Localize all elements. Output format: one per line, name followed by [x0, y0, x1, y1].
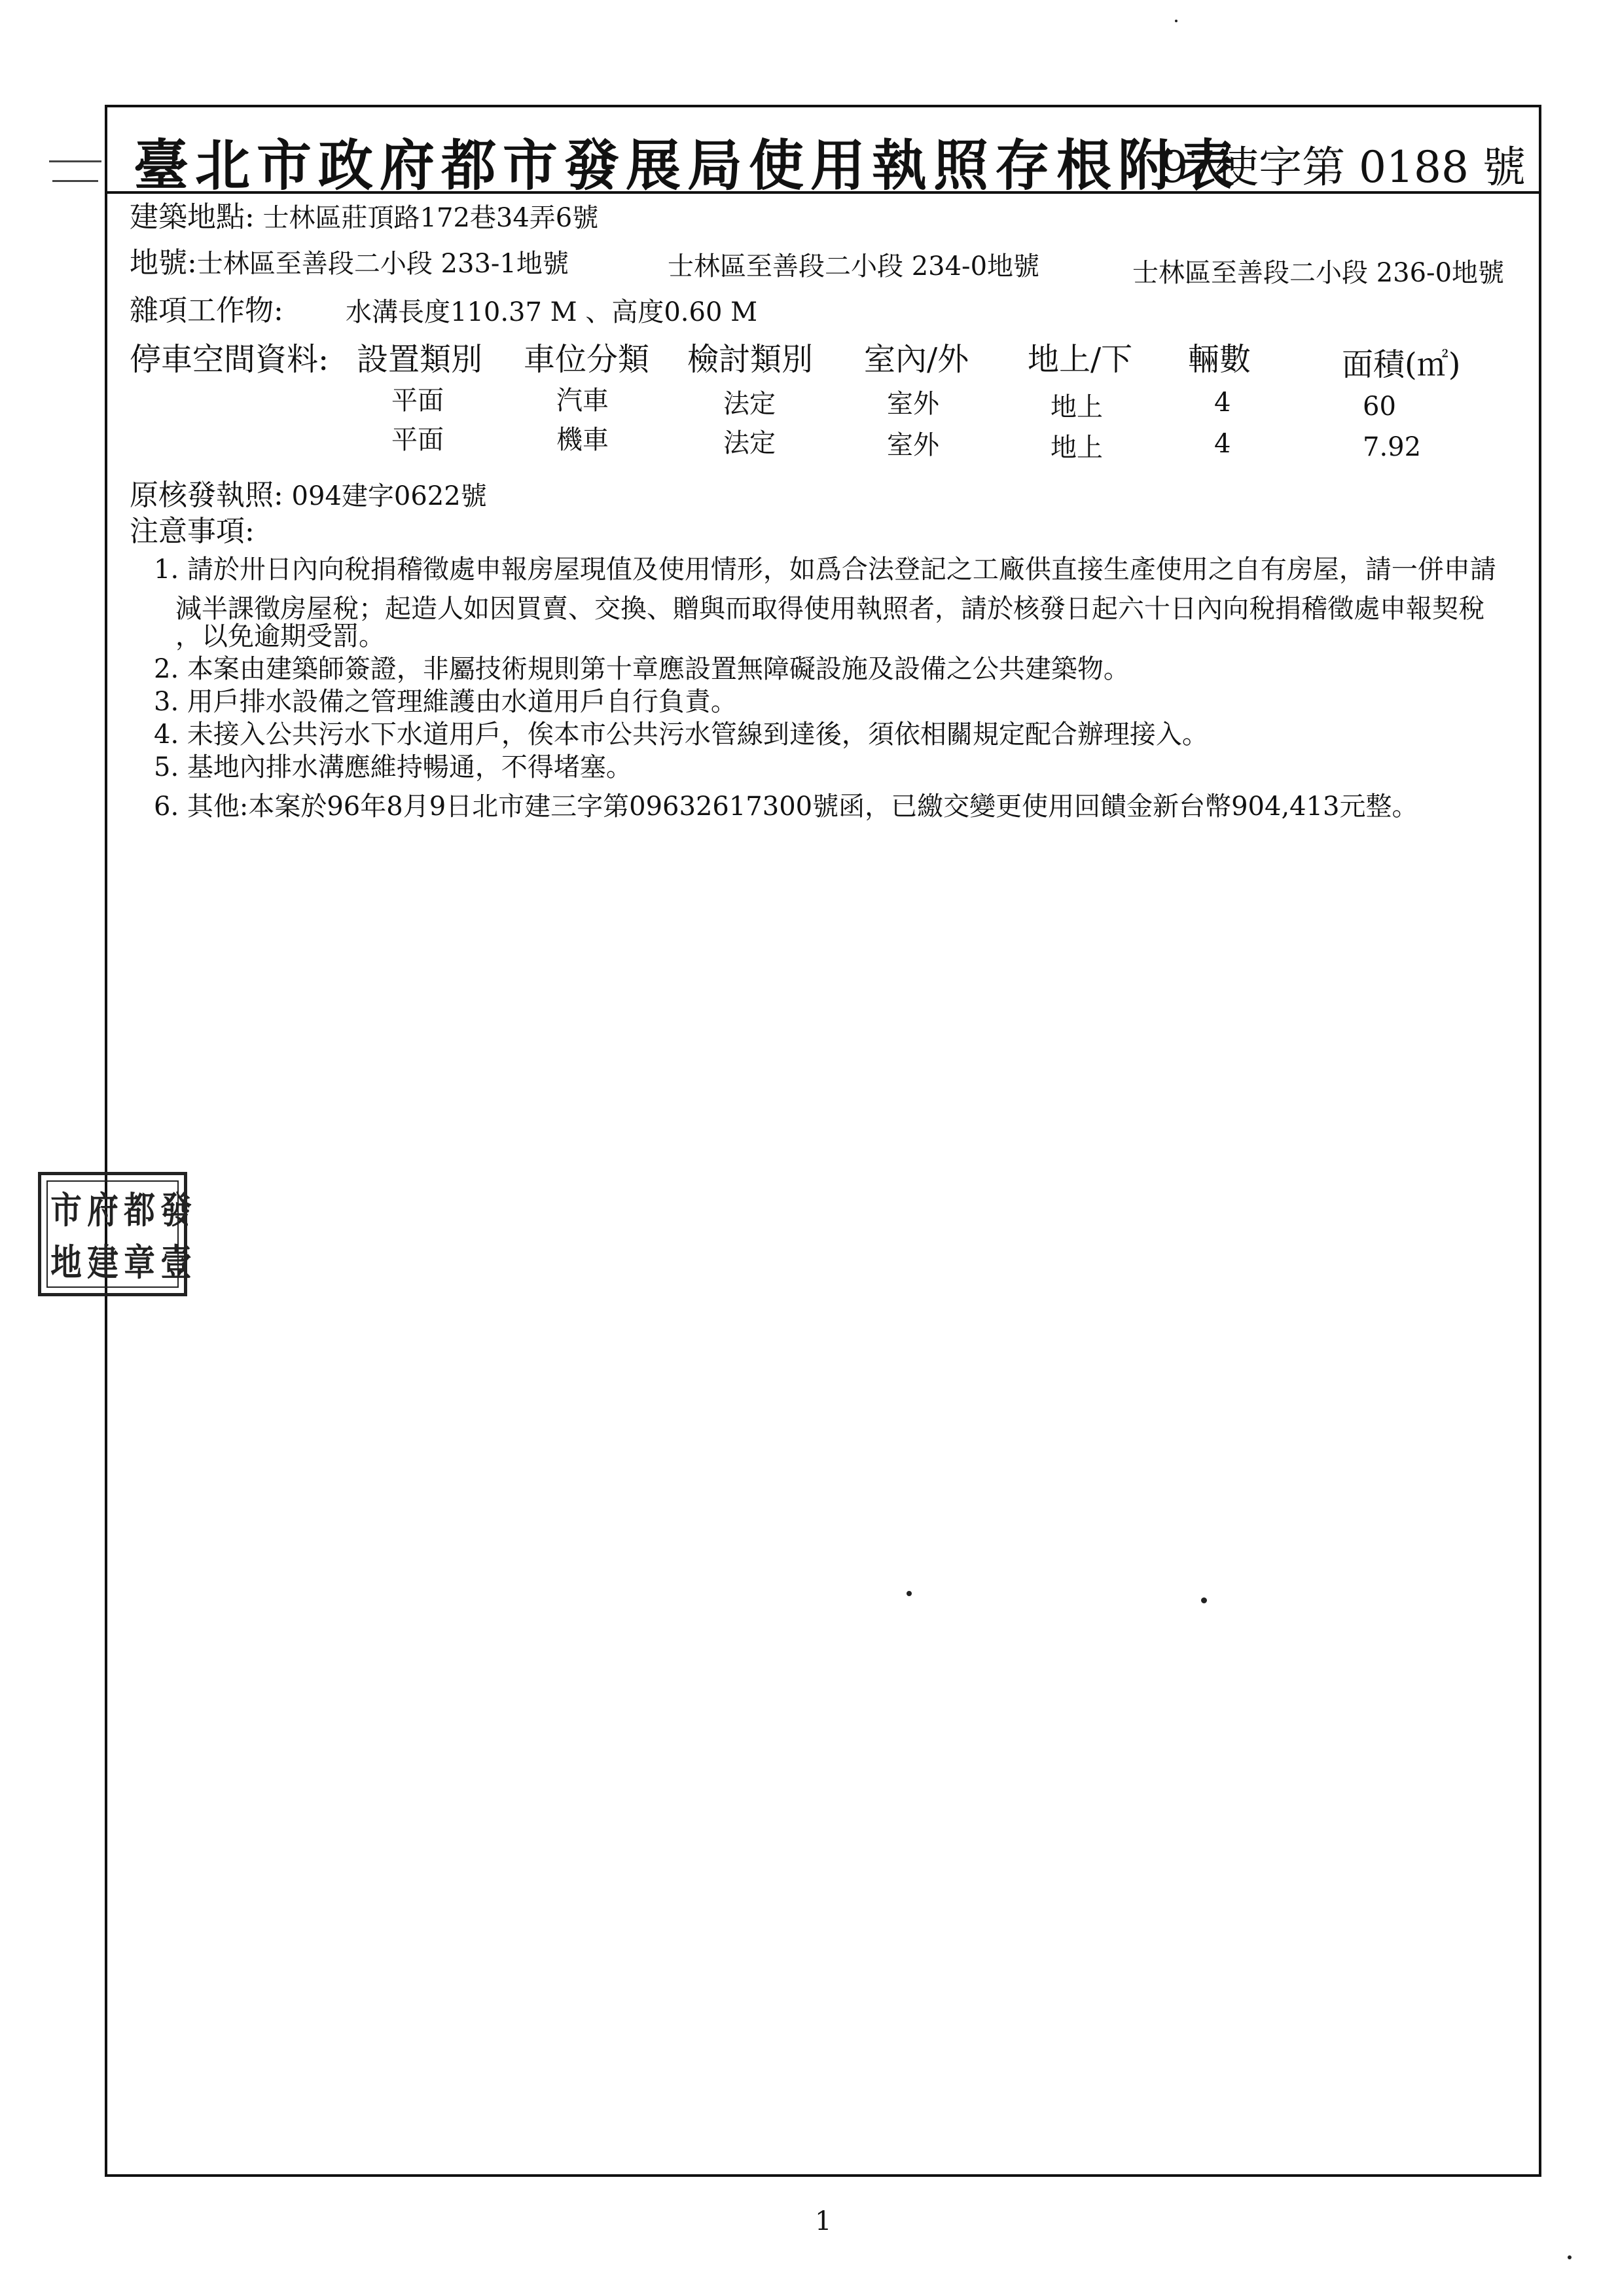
lot-number-3: 士林區至善段二小段 236-0地號 [1132, 258, 1505, 288]
lot-number-2: 士林區至善段二小段 234-0地號 [668, 251, 1040, 282]
building-address-row [130, 193, 598, 235]
misc-work-value: 水溝長度110.37 M 、高度0.60 M [346, 297, 758, 327]
parking-col-space-class: 車位分類 [524, 341, 650, 378]
note-item: 6. 其他:本案於96年8月9日北市建三字第09632617300號函，已繳交變更使用回饋金新台幣904,413元整。 [154, 792, 1418, 822]
note-item: ，以免逾期受罰。 [175, 621, 385, 651]
note-item: 3. 用戶排水設備之管理維護由水道用戶自行負責。 [154, 687, 737, 717]
document-title: 臺北市政府都市發展局使用執照存根附表 [134, 133, 1242, 198]
scan-mark [49, 160, 101, 162]
parking-cell: 室外 [887, 430, 939, 460]
lot-label: 地號: [130, 246, 197, 280]
notes-heading: 注意事項: [130, 515, 255, 548]
parking-cell: 平面 [391, 425, 444, 455]
parking-cell: 平面 [391, 386, 444, 416]
speck [1175, 20, 1178, 22]
lot-row [130, 239, 569, 281]
parking-col-indoor-outdoor: 室內/外 [864, 341, 969, 378]
parking-col-review-class: 檢討類別 [687, 341, 814, 378]
speck [907, 1591, 912, 1596]
parking-cell: 法定 [723, 428, 776, 458]
parking-cell: 地上 [1051, 433, 1103, 463]
document-frame [105, 105, 1541, 2177]
parking-cell: 汽車 [556, 386, 609, 416]
misc-work-label: 雜項工作物: [130, 294, 283, 327]
note-item: 5. 基地內排水溝應維持暢通，不得堵塞。 [154, 752, 632, 782]
note-item: 4. 未接入公共污水下水道用戶，俟本市公共污水管線到達後，須依相關規定配合辦理接入。 [154, 720, 1208, 750]
official-seal: 市 府 都 發 地 建 章 壹 [38, 1172, 187, 1296]
parking-col-count: 輛數 [1188, 341, 1251, 378]
parking-cell: 7.92 [1363, 432, 1422, 462]
parking-cell: 地上 [1051, 392, 1103, 422]
parking-cell: 4 [1214, 388, 1231, 418]
document-number: 97使字第 0188 號 [1160, 142, 1526, 192]
note-item: 減半課徵房屋稅；起造人如因買賣、交換、贈與而取得使用執照者，請於核發日起六十日內向稅捐稽徵處申報契稅 [175, 594, 1484, 624]
scan-mark [52, 180, 98, 182]
parking-cell: 機車 [556, 425, 609, 455]
parking-col-setup-type: 設置類別 [357, 341, 483, 378]
speck [1568, 2255, 1572, 2259]
parking-col-area: 面積(㎡) [1342, 346, 1461, 383]
note-item: 1. 請於卅日內向稅捐稽徵處申報房屋現值及使用情形，如爲合法登記之工廠供直接生產使用之自有房屋，請一併申請 [154, 555, 1496, 585]
speck [1201, 1597, 1207, 1603]
parking-col-above-below: 地上/下 [1028, 341, 1133, 378]
page-number: 1 [815, 2206, 832, 2236]
parking-cell: 法定 [723, 389, 776, 419]
original-license-label: 原核發執照: [130, 479, 283, 512]
parking-cell: 室外 [887, 389, 939, 419]
parking-cell: 60 [1363, 392, 1396, 422]
parking-label: 停車空間資料: [130, 341, 329, 378]
document-header [107, 107, 1539, 198]
original-license-value: 094建字0622號 [291, 481, 487, 511]
lot-number-1: 士林區至善段二小段 233-1地號 [196, 249, 569, 279]
parking-cell: 4 [1214, 429, 1231, 459]
building-address-label: 建築地點: [130, 200, 255, 234]
building-address-value: 士林區莊頂路172巷34弄6號 [262, 203, 599, 233]
note-item: 2. 本案由建築師簽證，非屬技術規則第十章應設置無障礙設施及設備之公共建築物。 [154, 654, 1130, 684]
